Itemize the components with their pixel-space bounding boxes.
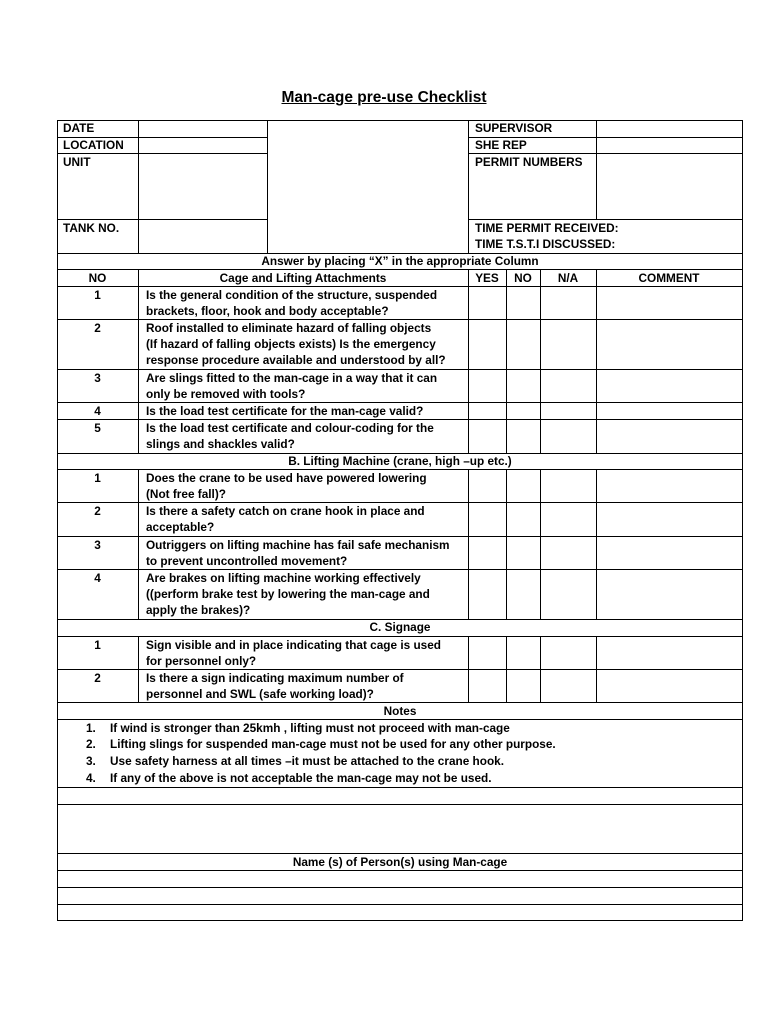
na-checkbox-cell[interactable] — [541, 320, 596, 369]
section-c-title: C. Signage — [369, 620, 431, 634]
na-checkbox-cell[interactable] — [541, 287, 596, 319]
no-checkbox-cell[interactable] — [507, 537, 540, 569]
time-permit-received-label: TIME PERMIT RECEIVED: — [475, 221, 619, 235]
note-number: 2. — [86, 737, 96, 751]
item-question-line: Is the general condition of the structure, suspended — [146, 288, 438, 302]
item-question-line: Does the crane to be used have powered lowering — [146, 471, 427, 485]
comment-cell[interactable] — [597, 670, 742, 702]
item-question-line: personnel and SWL (safe working load)? — [146, 687, 374, 701]
no-checkbox-cell[interactable] — [507, 670, 540, 702]
comment-cell[interactable] — [597, 570, 742, 619]
item-number: 3 — [94, 538, 101, 552]
item-number: 3 — [94, 371, 101, 385]
unit-label: UNIT — [63, 155, 91, 169]
date-field[interactable] — [139, 121, 267, 137]
header-center-area — [268, 121, 468, 253]
date-label: DATE — [63, 121, 95, 135]
comment-cell[interactable] — [597, 470, 742, 502]
names-title: Name (s) of Person(s) using Man-cage — [292, 855, 508, 869]
item-number: 4 — [94, 571, 101, 585]
item-question-line: Is there a safety catch on crane hook in place and — [146, 504, 425, 518]
item-number: 1 — [94, 288, 101, 302]
na-checkbox-cell[interactable] — [541, 403, 596, 419]
item-number: 1 — [94, 471, 101, 485]
item-question-line: to prevent uncontrolled movement? — [146, 554, 348, 568]
na-checkbox-cell[interactable] — [541, 537, 596, 569]
time-tsti-discussed-label: TIME T.S.T.I DISCUSSED: — [475, 237, 616, 251]
permit-numbers-label: PERMIT NUMBERS — [475, 155, 583, 169]
item-number: 5 — [94, 421, 101, 435]
item-question-line: Are brakes on lifting machine working effectively — [146, 571, 421, 585]
yes-checkbox-cell[interactable] — [469, 287, 506, 319]
note-number: 1. — [86, 721, 96, 735]
section-a-title: Cage and Lifting Attachments — [219, 271, 387, 285]
item-question-line: brackets, floor, hook and body acceptable? — [146, 304, 389, 318]
note-number: 3. — [86, 754, 96, 768]
unit-field[interactable] — [139, 154, 267, 219]
comment-cell[interactable] — [597, 287, 742, 319]
no-checkbox-cell[interactable] — [507, 470, 540, 502]
no-checkbox-cell[interactable] — [507, 503, 540, 536]
permit-numbers-field[interactable] — [597, 154, 742, 219]
supervisor-label: SUPERVISOR — [475, 121, 553, 135]
item-question-line: response procedure available and understood by all? — [146, 353, 446, 367]
item-question-line: (If hazard of falling objects exists) Is the emergency — [146, 337, 436, 351]
item-question-line: only be removed with tools? — [146, 387, 306, 401]
blank-row[interactable] — [58, 805, 742, 853]
item-number: 2 — [94, 321, 101, 335]
na-checkbox-cell[interactable] — [541, 570, 596, 619]
yes-checkbox-cell[interactable] — [469, 420, 506, 453]
no-checkbox-cell[interactable] — [507, 403, 540, 419]
item-question-line: slings and shackles valid? — [146, 437, 295, 451]
notes-title: Notes — [383, 704, 417, 718]
person-name-row[interactable] — [58, 888, 742, 904]
item-question-line: Is the load test certificate and colour-coding for the — [146, 421, 434, 435]
item-question-line: ((perform brake test by lowering the man-cage and — [146, 587, 430, 601]
item-number: 1 — [94, 638, 101, 652]
supervisor-field[interactable] — [597, 121, 742, 137]
yes-checkbox-cell[interactable] — [469, 370, 506, 402]
tank-no-field[interactable] — [139, 220, 267, 253]
blank-row[interactable] — [58, 788, 742, 804]
yes-checkbox-cell[interactable] — [469, 403, 506, 419]
item-question-line: Roof installed to eliminate hazard of falling objects — [146, 321, 432, 335]
na-checkbox-cell[interactable] — [541, 670, 596, 702]
comment-cell[interactable] — [597, 370, 742, 402]
column-header-yes: YES — [475, 271, 499, 285]
note-text: Use safety harness at all times –it must be attached to the crane hook. — [110, 754, 505, 768]
note-text: Lifting slings for suspended man-cage must not be used for any other purpose. — [110, 737, 556, 751]
no-checkbox-cell[interactable] — [507, 637, 540, 669]
item-question-line: Are slings fitted to the man-cage in a way that it can — [146, 371, 438, 385]
note-text: If any of the above is not acceptable the man-cage may not be used. — [110, 771, 492, 785]
yes-checkbox-cell[interactable] — [469, 503, 506, 536]
person-name-row[interactable] — [58, 871, 742, 887]
no-checkbox-cell[interactable] — [507, 320, 540, 369]
column-header-no: NO — [88, 271, 107, 285]
item-number: 2 — [94, 671, 101, 685]
item-question-line: for personnel only? — [146, 654, 257, 668]
comment-cell[interactable] — [597, 320, 742, 369]
note-number: 4. — [86, 771, 96, 785]
person-name-row[interactable] — [58, 905, 742, 920]
na-checkbox-cell[interactable] — [541, 420, 596, 453]
yes-checkbox-cell[interactable] — [469, 537, 506, 569]
yes-checkbox-cell[interactable] — [469, 637, 506, 669]
item-question-line: apply the brakes)? — [146, 603, 251, 617]
na-checkbox-cell[interactable] — [541, 370, 596, 402]
yes-checkbox-cell[interactable] — [469, 670, 506, 702]
column-header-no-answer: NO — [514, 271, 532, 285]
comment-cell[interactable] — [597, 420, 742, 453]
she-rep-label: SHE REP — [475, 138, 527, 152]
page-title: Man-cage pre-use Checklist — [281, 89, 487, 106]
location-label: LOCATION — [63, 138, 124, 152]
note-text: If wind is stronger than 25kmh , lifting must not proceed with man-cage — [110, 721, 510, 735]
no-checkbox-cell[interactable] — [507, 287, 540, 319]
instruction-text: Answer by placing “X” in the appropriate Column — [261, 254, 539, 268]
item-number: 4 — [94, 404, 101, 418]
comment-cell[interactable] — [597, 537, 742, 569]
no-checkbox-cell[interactable] — [507, 570, 540, 619]
comment-cell[interactable] — [597, 503, 742, 536]
column-header-comment: COMMENT — [638, 271, 700, 285]
no-checkbox-cell[interactable] — [507, 370, 540, 402]
item-question-line: acceptable? — [146, 520, 215, 534]
yes-checkbox-cell[interactable] — [469, 320, 506, 369]
no-checkbox-cell[interactable] — [507, 420, 540, 453]
section-b-title: B. Lifting Machine (crane, high –up etc.) — [288, 454, 512, 468]
column-header-na: N/A — [557, 271, 579, 285]
location-field[interactable] — [139, 138, 267, 153]
tank-no-label: TANK NO. — [63, 221, 120, 235]
yes-checkbox-cell[interactable] — [469, 470, 506, 502]
comment-cell[interactable] — [597, 637, 742, 669]
item-number: 2 — [94, 504, 101, 518]
item-question-line: Is the load test certificate for the man-cage valid? — [146, 404, 424, 418]
item-question-line: Sign visible and in place indicating that cage is used — [146, 638, 441, 652]
na-checkbox-cell[interactable] — [541, 470, 596, 502]
she-rep-field[interactable] — [597, 138, 742, 153]
na-checkbox-cell[interactable] — [541, 637, 596, 669]
comment-cell[interactable] — [597, 403, 742, 419]
na-checkbox-cell[interactable] — [541, 503, 596, 536]
item-question-line: Outriggers on lifting machine has fail safe mechanism — [146, 538, 450, 552]
item-question-line: Is there a sign indicating maximum number of — [146, 671, 404, 685]
item-question-line: (Not free fall)? — [146, 487, 226, 501]
yes-checkbox-cell[interactable] — [469, 570, 506, 619]
